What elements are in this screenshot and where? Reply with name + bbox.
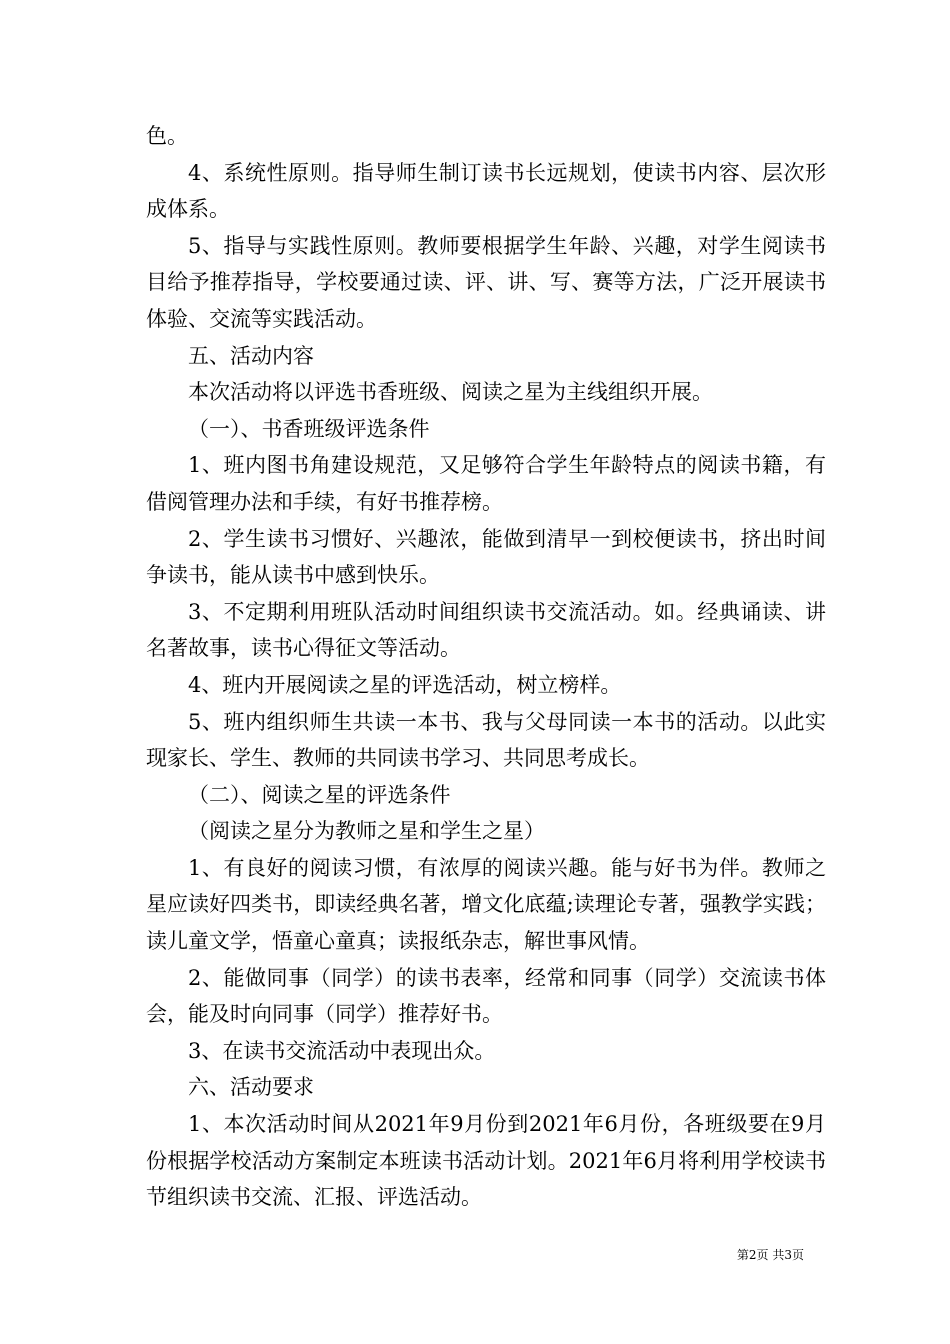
paragraph: （阅读之星分为教师之星和学生之星） xyxy=(188,819,545,844)
paragraph: 2、能做同事（同学）的读书表率，经常和同事（同学）交流读书体会，能及时向同事（同学）推荐好书。 xyxy=(146,965,826,1027)
paragraph: 色。 xyxy=(146,124,188,148)
paragraph: 3、不定期利用班队活动时间组织读书交流活动。如。经典诵读、讲名著故事，读书心得征文等活动。 xyxy=(146,599,826,661)
paragraph: 1、有良好的阅读习惯，有浓厚的阅读兴趣。能与好书为伴。教师之星应读好四类书，即读经典名著，增文化底蕴;读理论专著，强教学实践；读儿童文学，悟童心童真；读报纸杂志，解世事风情。 xyxy=(146,855,826,954)
paragraph: 3、在读书交流活动中表现出众。 xyxy=(188,1038,496,1063)
page-number-label: 第2页 共3页 xyxy=(736,1248,804,1262)
paragraph: 五、活动内容 xyxy=(188,343,314,368)
paragraph: 1、本次活动时间从2021年9月份到2021年6月份，各班级要在9月份根据学校活动方案制定本班读书活动计划。2021年6月将利用学校读书节组织读书交流、汇报、评选活动。 xyxy=(146,1112,826,1210)
paragraph: （二）、阅读之星的评选条件 xyxy=(188,782,451,807)
paragraph: （一）、书香班级评选条件 xyxy=(188,416,430,441)
paragraph: 本次活动将以评选书香班级、阅读之星为主线组织开展。 xyxy=(188,380,713,405)
document-body xyxy=(146,118,826,1216)
paragraph: 5、班内组织师生共读一本书、我与父母同读一本书的活动。以此实现家长、学生、教师的共同读书学习、共同思考成长。 xyxy=(146,709,826,771)
paragraph: 1、班内图书角建设规范，又足够符合学生年龄特点的阅读书籍，有借阅管理办法和手续，有好书推荐榜。 xyxy=(146,453,826,514)
paragraph: 六、活动要求 xyxy=(188,1075,314,1100)
paragraph: 4、班内开展阅读之星的评选活动，树立榜样。 xyxy=(188,672,622,697)
page-footer xyxy=(0,1247,950,1263)
paragraph: 4、系统性原则。指导师生制订读书长远规划，使读书内容、层次形成体系。 xyxy=(146,160,826,222)
paragraph: 5、指导与实践性原则。教师要根据学生年龄、兴趣，对学生阅读书目给予推荐指导，学校要通过读、评、讲、写、赛等方法，广泛开展读书体验、交流等实践活动。 xyxy=(146,233,826,331)
paragraph: 2、学生读书习惯好、兴趣浓，能做到清早一到校便读书，挤出时间争读书，能从读书中感到快乐。 xyxy=(146,526,826,588)
